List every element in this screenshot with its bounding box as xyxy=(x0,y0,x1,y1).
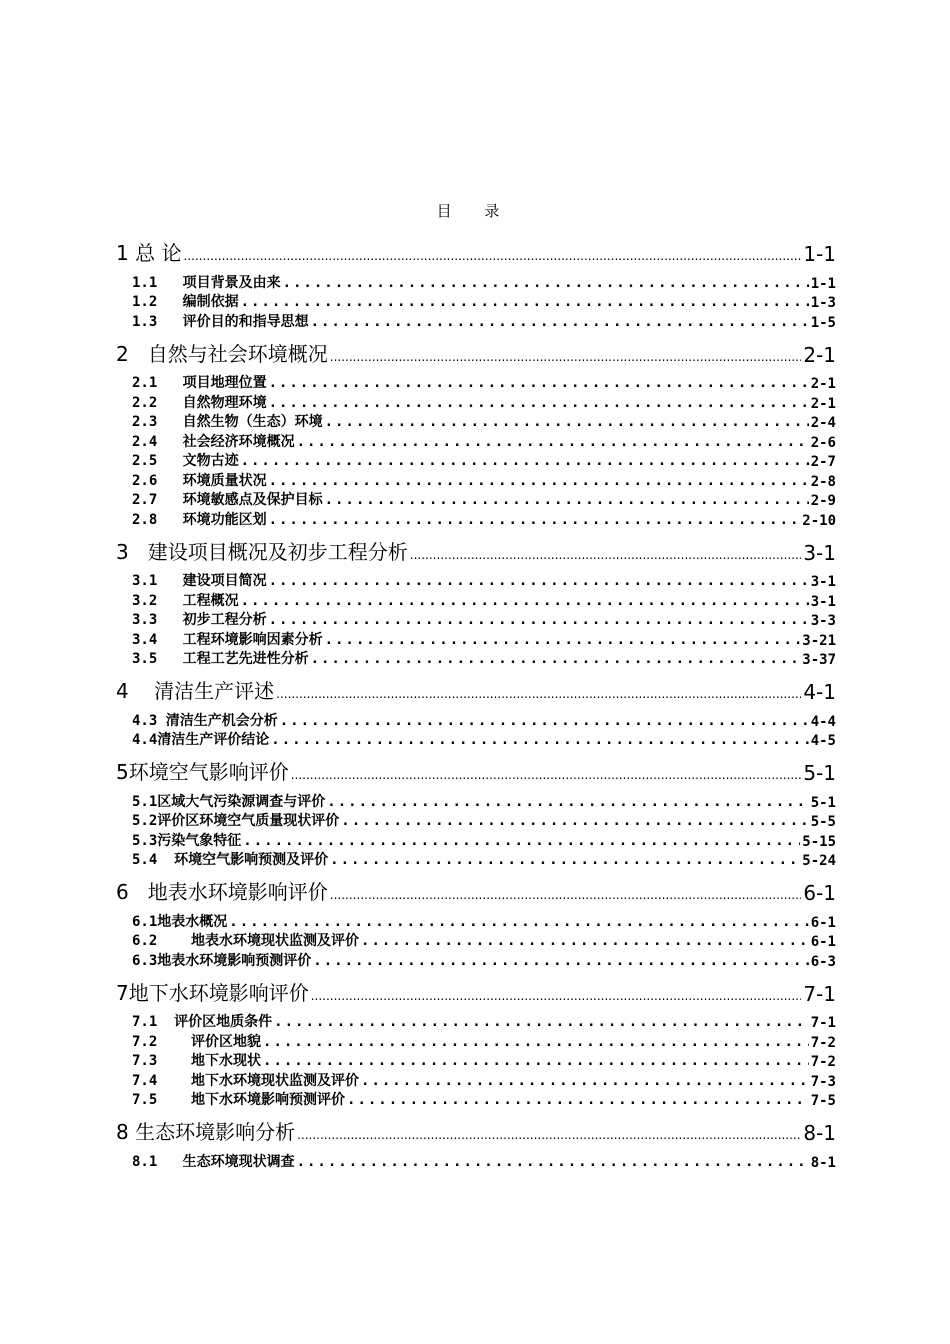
dot-leader xyxy=(325,493,809,509)
dot-leader xyxy=(313,954,808,970)
toc-section[interactable] xyxy=(116,1012,836,1032)
dot-leader xyxy=(347,1093,809,1109)
toc-entry-page: 7-2 xyxy=(810,1034,836,1051)
toc-chapter[interactable] xyxy=(116,751,836,785)
toc-entry-page: 1-1 xyxy=(803,242,836,266)
toc-entry-page: 2-1 xyxy=(810,395,836,412)
dot-leader xyxy=(297,1155,809,1171)
dot-leader xyxy=(274,1015,809,1031)
toc-entry-label: 2.4 社会经济环境概况 xyxy=(132,433,295,450)
toc-entry-page: 8-1 xyxy=(803,1121,836,1145)
toc-entry-page: 3-1 xyxy=(803,540,836,565)
toc-section[interactable] xyxy=(116,1051,836,1071)
toc-entry-label: 6.2 地表水环境现状监测及评价 xyxy=(132,933,360,949)
toc-entry-label: 7.1 评价区地质条件 xyxy=(132,1014,273,1030)
toc-section[interactable] xyxy=(116,509,836,529)
toc-chapter[interactable] xyxy=(116,232,836,266)
toc-entry-page: 1-5 xyxy=(810,314,836,331)
toc-section[interactable] xyxy=(116,412,836,432)
toc-entry-label: 3 建设项目概况及初步工程分析 xyxy=(116,539,408,564)
dot-leader xyxy=(280,714,809,730)
toc-entry-page: 6-1 xyxy=(810,934,836,950)
toc-section[interactable] xyxy=(116,451,836,471)
toc-entry-page: 4-4 xyxy=(810,713,836,730)
toc-entry-page: 2-7 xyxy=(810,454,836,470)
toc-section[interactable] xyxy=(116,571,836,591)
toc-entry-page: 7-1 xyxy=(810,1015,836,1031)
toc-entry-label: 2.2 自然物理环境 xyxy=(132,394,267,411)
toc-entry-page: 5-1 xyxy=(803,761,836,785)
toc-entry-label: 5.4 环境空气影响预测及评价 xyxy=(132,852,329,868)
toc-section[interactable] xyxy=(116,292,836,312)
toc-entry-page: 2-9 xyxy=(810,493,836,509)
toc-section[interactable] xyxy=(116,791,836,811)
toc-entry-label: 1.3 评价目的和指导思想 xyxy=(132,313,309,330)
toc-section[interactable] xyxy=(116,950,836,970)
toc-entry-label: 3.1 建设项目简况 xyxy=(132,573,267,589)
toc-entry-label: 2.3 自然生物（生态）环境 xyxy=(132,414,323,430)
dot-leader xyxy=(243,834,800,850)
toc-entry-label: 5.1区域大气污染源调查与评价 xyxy=(132,793,326,810)
toc-chapter[interactable] xyxy=(116,972,836,1006)
dot-leader xyxy=(311,652,801,668)
toc-entry-page: 3-37 xyxy=(802,652,836,668)
dot-leader xyxy=(361,1074,809,1090)
toc-entry-label: 5环境空气影响评价 xyxy=(116,760,289,784)
toc-chapter[interactable] xyxy=(116,1111,836,1145)
toc-entry-label: 3.3 初步工程分析 xyxy=(132,612,267,628)
toc-entry-label: 4 清洁生产评述 xyxy=(116,679,275,703)
toc-section[interactable] xyxy=(116,431,836,451)
toc-title: 目 录 xyxy=(436,202,514,220)
toc-entry-label: 2.5 文物古迹 xyxy=(132,453,239,469)
dot-leader xyxy=(269,574,809,590)
toc-entry-page: 2-8 xyxy=(810,473,836,490)
toc-section[interactable] xyxy=(116,811,836,831)
dot-leader xyxy=(330,351,802,367)
toc-chapter[interactable] xyxy=(116,531,836,565)
toc-entry-label: 7.2 评价区地貌 xyxy=(132,1033,262,1050)
dot-leader xyxy=(269,613,809,629)
toc-section[interactable] xyxy=(116,311,836,331)
toc-entry-page: 1-1 xyxy=(810,275,836,292)
dot-leader xyxy=(241,295,809,311)
dot-leader xyxy=(297,435,809,451)
toc-entry-label: 2.1 项目地理位置 xyxy=(132,375,267,391)
toc-entry-page: 7-5 xyxy=(810,1093,836,1109)
toc-entry-page: 5-5 xyxy=(810,814,836,830)
dot-leader xyxy=(325,415,809,431)
toc-entry-label: 1.2 编制依据 xyxy=(132,294,239,310)
toc-section[interactable] xyxy=(116,490,836,510)
toc-section[interactable] xyxy=(116,272,836,292)
dot-leader xyxy=(327,795,808,811)
toc-section[interactable] xyxy=(116,850,836,870)
toc-section[interactable] xyxy=(116,710,836,730)
toc-entry-page: 2-4 xyxy=(810,415,836,431)
toc-entry-label: 8.1 生态环境现状调查 xyxy=(132,1153,295,1170)
dot-leader xyxy=(325,633,801,649)
toc-entry-page: 2-10 xyxy=(802,512,836,529)
dot-leader xyxy=(263,1054,809,1070)
toc-entry-page: 7-2 xyxy=(810,1054,836,1070)
dot-leader xyxy=(276,688,801,704)
toc-entry-page: 7-1 xyxy=(803,981,836,1006)
toc-section[interactable] xyxy=(116,373,836,393)
toc-entry-label: 1.1 项目背景及由来 xyxy=(132,274,281,291)
toc-entry-page: 3-1 xyxy=(810,574,836,590)
toc-section[interactable] xyxy=(116,730,836,750)
dot-leader xyxy=(269,474,809,490)
toc-section[interactable] xyxy=(116,470,836,490)
toc-chapter[interactable] xyxy=(116,871,836,905)
toc-section[interactable] xyxy=(116,629,836,649)
dot-leader xyxy=(410,549,802,565)
dot-leader xyxy=(241,594,809,610)
toc-section[interactable] xyxy=(116,1090,836,1110)
toc-entry-label: 6.3地表水环境影响预测评价 xyxy=(132,952,312,969)
dot-leader xyxy=(283,276,809,292)
toc-entry-page: 1-3 xyxy=(810,295,836,311)
dot-leader xyxy=(269,396,809,412)
toc-entry-label: 3.4 工程环境影响因素分析 xyxy=(132,631,323,648)
toc-entry-label: 3.5 工程工艺先进性分析 xyxy=(132,651,309,667)
toc-entry-label: 2.6 环境质量状况 xyxy=(132,472,267,489)
toc-entry-page: 5-1 xyxy=(810,794,836,811)
dot-leader xyxy=(297,1129,801,1145)
dot-leader xyxy=(311,315,809,331)
toc-entry-label: 1 总 论 xyxy=(116,241,182,265)
toc-entry-label: 2.7 环境敏感点及保护目标 xyxy=(132,492,323,508)
dot-leader xyxy=(271,733,808,749)
toc-entry-label: 8 生态环境影响分析 xyxy=(116,1120,296,1144)
toc-entry-label: 6 地表水环境影响评价 xyxy=(116,880,328,904)
dot-leader xyxy=(229,915,808,931)
toc-section[interactable] xyxy=(116,1031,836,1051)
dot-leader xyxy=(361,934,809,950)
dot-leader xyxy=(183,250,801,266)
dot-leader xyxy=(263,1035,809,1051)
toc-section[interactable] xyxy=(116,1151,836,1171)
toc-section[interactable] xyxy=(116,610,836,630)
toc-entry-label: 4.4清洁生产评价结论 xyxy=(132,732,270,748)
toc-entry-page: 2-1 xyxy=(803,342,836,367)
toc-entry-page: 3-3 xyxy=(810,613,836,629)
toc-section[interactable] xyxy=(116,830,836,850)
toc-entry-page: 2-1 xyxy=(810,376,836,392)
toc-entry-label: 7地下水环境影响评价 xyxy=(116,980,309,1005)
toc-section[interactable] xyxy=(116,931,836,951)
dot-leader xyxy=(330,889,802,905)
toc-chapter[interactable] xyxy=(116,670,836,704)
dot-leader xyxy=(241,454,809,470)
toc-section[interactable] xyxy=(116,590,836,610)
toc-entry-page: 2-6 xyxy=(810,434,836,451)
toc-entry-page: 3-1 xyxy=(810,593,836,610)
toc-entry-label: 4.3 清洁生产机会分析 xyxy=(132,712,278,729)
toc-entry-page: 7-3 xyxy=(810,1073,836,1090)
toc-entry-page: 6-1 xyxy=(810,914,836,931)
toc-entry-page: 6-1 xyxy=(803,881,836,905)
toc-entry-label: 3.2 工程概况 xyxy=(132,592,239,609)
toc-entry-page: 3-21 xyxy=(802,632,836,649)
toc-entry-page: 4-5 xyxy=(810,733,836,749)
dot-leader xyxy=(330,853,800,869)
toc-entry-label: 7.3 地下水现状 xyxy=(132,1053,262,1069)
toc-entry-page: 5-24 xyxy=(802,853,836,869)
dot-leader xyxy=(311,990,802,1006)
toc-entry-page: 4-1 xyxy=(803,680,836,704)
toc-section[interactable] xyxy=(116,911,836,931)
toc-entry-label: 7.5 地下水环境影响预测评价 xyxy=(132,1092,346,1108)
toc-section[interactable] xyxy=(116,1070,836,1090)
dot-leader xyxy=(269,513,801,529)
toc-entry-label: 5.2评价区环境空气质量现状评价 xyxy=(132,813,340,829)
toc-chapter[interactable] xyxy=(116,333,836,367)
toc-section[interactable] xyxy=(116,392,836,412)
dot-leader xyxy=(341,814,808,830)
dot-leader xyxy=(269,376,809,392)
toc-entry-page: 6-3 xyxy=(810,953,836,970)
dot-leader xyxy=(291,769,802,785)
toc-entry-label: 5.3污染气象特征 xyxy=(132,832,242,849)
toc-entry-label: 6.1地表水概况 xyxy=(132,913,228,930)
toc-entry-label: 2 自然与社会环境概况 xyxy=(116,341,328,366)
toc-entry-page: 5-15 xyxy=(802,833,836,850)
toc-section[interactable] xyxy=(116,649,836,669)
toc-entry-label: 7.4 地下水环境现状监测及评价 xyxy=(132,1072,360,1089)
toc-entry-label: 2.8 环境功能区划 xyxy=(132,511,267,528)
toc-entry-page: 8-1 xyxy=(810,1154,836,1171)
table-of-contents xyxy=(116,232,836,1171)
